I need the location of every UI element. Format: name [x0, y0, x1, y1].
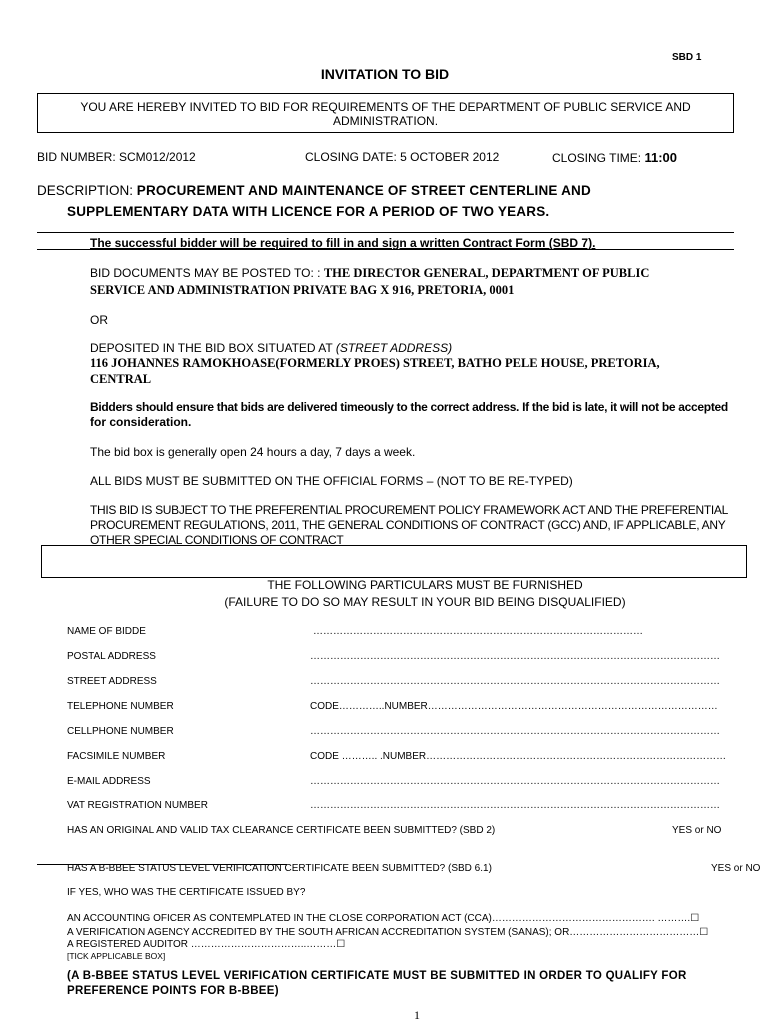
subject-line-3: OTHER SPECIAL CONDITIONS OF CONTRACT [90, 533, 344, 547]
description-label: DESCRIPTION: [37, 183, 134, 198]
field-label-email: E-MAIL ADDRESS [67, 776, 151, 787]
closing-time [552, 150, 677, 165]
closing-date: CLOSING DATE: 5 OCTOBER 2012 [305, 150, 500, 164]
divider-top [37, 232, 734, 233]
issued-by-question: IF YES, WHO WAS THE CERTIFICATE ISSUED BY? [67, 887, 306, 898]
field-label-telephone: TELEPHONE NUMBER [67, 701, 174, 712]
deposited-address-1: 116 JOHANNES RAMOKHOASE(FORMERLY PROES) STREET, BATHO PELE HOUSE, PRETORIA, [90, 356, 660, 370]
contract-note: The successful bidder will be required to fill in and sign a written Contract Form (SBD 7). [90, 236, 596, 250]
timely-line-2: for consideration. [90, 415, 192, 429]
bbbee-question: HAS A B-BBEE STATUS LEVEL VERIFICATION CERTIFICATE BEEN SUBMITTED? (SBD 6.1) [67, 863, 492, 874]
issuer-option-cca[interactable]: AN ACCOUNTING OFICER AS CONTEMPLATED IN THE CLOSE CORPORATION ACT (CCA)…………………………………………. ……….☐ [67, 913, 700, 924]
timely-line-1: Bidders should ensure that bids are delivered timeously to the correct address. If the bid is late, it will not be accepted [90, 400, 728, 414]
page-number: 1 [414, 1008, 420, 1022]
posted-lead: BID DOCUMENTS MAY BE POSTED TO: : [90, 266, 321, 280]
field-label-cellphone: CELLPHONE NUMBER [67, 726, 174, 737]
field-fill-cellphone[interactable]: …………………………………………………………………………………………………………… [310, 726, 720, 737]
or-text: OR [90, 313, 108, 327]
deposited-address-2: CENTRAL [90, 372, 152, 386]
issuer-option-auditor[interactable]: A REGISTERED AUDITOR ……………………………..………☐ [67, 939, 346, 950]
street-address-hint: (STREET ADDRESS) [335, 341, 453, 355]
description [37, 180, 737, 222]
field-fill-street[interactable]: …………………………………………………………………………………………………………… [310, 676, 720, 687]
box-open-text: The bid box is generally open 24 hours a day, 7 days a week. [90, 445, 416, 459]
official-forms-text: ALL BIDS MUST BE SUBMITTED ON THE OFFICIAL FORMS – (NOT TO BE RE-TYPED) [90, 474, 573, 488]
tax-clearance-answer[interactable]: YES or NO [672, 825, 722, 836]
field-label-facsimile: FACSIMILE NUMBER [67, 751, 166, 762]
deposited-line [90, 341, 452, 355]
subject-line-2: PROCUREMENT REGULATIONS, 2011, THE GENERAL CONDITIONS OF CONTRACT (GCC) AND, IF APPLICABLE, ANY [90, 518, 726, 532]
footer-note-line-1: (A B-BBEE STATUS LEVEL VERIFICATION CERTIFICATE MUST BE SUBMITTED IN ORDER TO QUALIFY FOR [67, 970, 687, 982]
field-fill-telephone[interactable]: CODE…………..NUMBER…………………………………………………………………………… [310, 701, 718, 712]
posted-address-2: SERVICE AND ADMINISTRATION PRIVATE BAG X 916, PRETORIA, 0001 [90, 283, 515, 297]
invitation-box [37, 93, 734, 133]
page-title: INVITATION TO BID [320, 66, 450, 82]
field-label-postal: POSTAL ADDRESS [67, 651, 156, 662]
particulars-box [41, 545, 747, 578]
field-fill-postal[interactable]: …………………………………………………………………………………………………………… [310, 651, 720, 662]
invitation-line-2: ADMINISTRATION. [332, 114, 439, 128]
bid-number: BID NUMBER: SCM012/2012 [37, 150, 196, 164]
form-code: SBD 1 [672, 52, 702, 63]
posted-line-1 [90, 266, 649, 281]
issuer-option-sanas[interactable]: A VERIFICATION AGENCY ACCREDITED BY THE SOUTH AFRICAN ACCREDITATION SYSTEM (SANAS); OR…………………………………☐ [67, 927, 709, 938]
description-line-2: SUPPLEMENTARY DATA WITH LICENCE FOR A PERIOD OF TWO YEARS. [67, 204, 550, 219]
closing-time-label: CLOSING TIME: [552, 151, 642, 165]
field-fill-email[interactable]: …………………………………………………………………………………………………………… [310, 776, 720, 787]
particulars-line-1: THE FOLLOWING PARTICULARS MUST BE FURNISHED [267, 578, 583, 592]
field-label-vat: VAT REGISTRATION NUMBER [67, 800, 208, 811]
posted-address-1: THE DIRECTOR GENERAL, DEPARTMENT OF PUBLIC [323, 266, 650, 280]
bbbee-answer[interactable]: YES or NO [711, 863, 761, 874]
field-fill-facsimile[interactable]: CODE ……….. .NUMBER……………………………………………………………………………… [310, 751, 727, 762]
field-label-street: STREET ADDRESS [67, 676, 157, 687]
field-fill-vat[interactable]: …………………………………………………………………………………………………………… [310, 800, 720, 811]
divider-bottom [37, 249, 734, 250]
subject-line-1: THIS BID IS SUBJECT TO THE PREFERENTIAL PROCUREMENT POLICY FRAMEWORK ACT AND THE PREFERENTIAL [90, 503, 729, 517]
tick-instruction: [TICK APPLICABLE BOX] [67, 951, 166, 961]
closing-time-value: 11:00 [644, 150, 678, 165]
particulars-line-2: (FAILURE TO DO SO MAY RESULT IN YOUR BID BEING DISQUALIFIED) [224, 595, 626, 609]
field-fill-name[interactable]: ……………………………………………………………………………………… [313, 626, 643, 637]
field-label-name: NAME OF BIDDE [67, 626, 146, 637]
invitation-line-1: YOU ARE HEREBY INVITED TO BID FOR REQUIREMENTS OF THE DEPARTMENT OF PUBLIC SERVICE AND [80, 100, 691, 114]
description-line-1: PROCUREMENT AND MAINTENANCE OF STREET CENTERLINE AND [136, 183, 591, 198]
deposited-lead: DEPOSITED IN THE BID BOX SITUATED AT [90, 341, 333, 355]
footer-note-line-2: PREFERENCE POINTS FOR B-BBEE) [67, 985, 279, 997]
tax-clearance-question: HAS AN ORIGINAL AND VALID TAX CLEARANCE CERTIFICATE BEEN SUBMITTED? (SBD 2) [67, 825, 496, 836]
